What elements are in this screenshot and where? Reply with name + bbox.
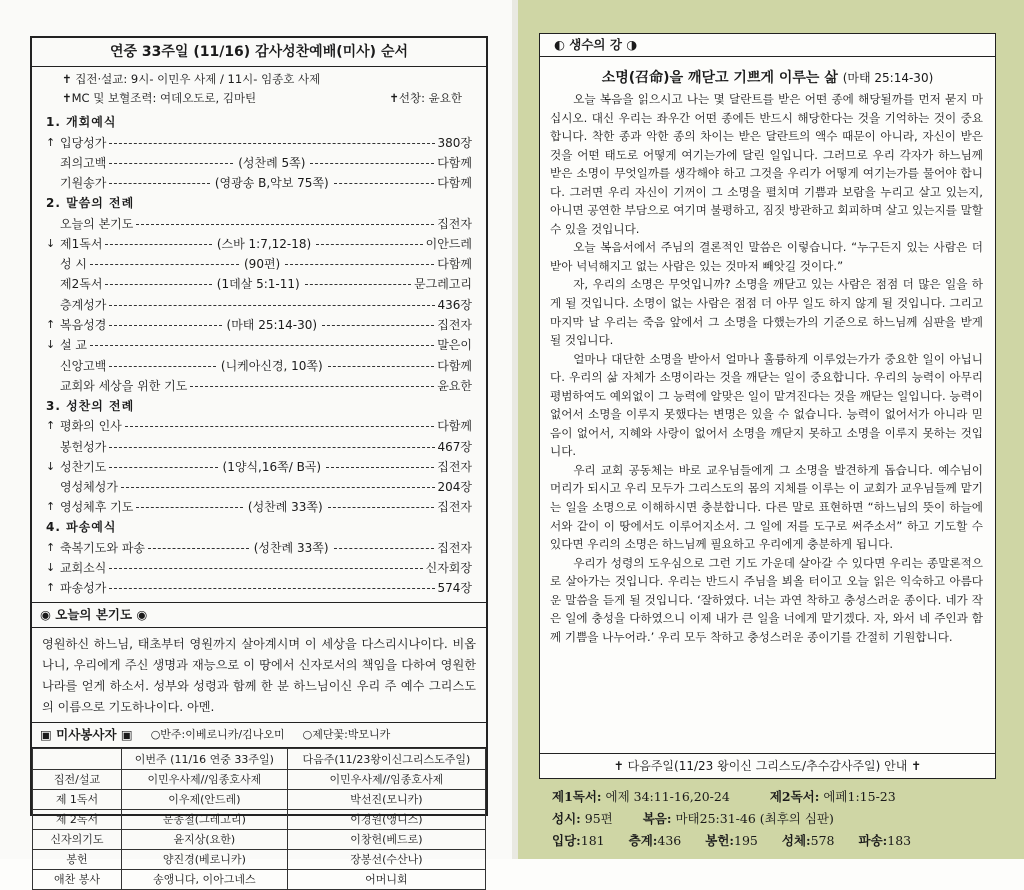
next-reading1: 제1독서: 에제 34:11-16,20-24: [552, 789, 730, 804]
leader-dots: [316, 244, 422, 245]
leader-dots: [109, 183, 209, 184]
item-name: 성찬기도: [60, 459, 107, 474]
sermon-paragraph: 자, 우리의 소명은 무엇입니까? 소명을 깨닫고 있는 사람은 점점 더 많은 일을 하게 될 것입니다. 소명이 없는 사람은 점점 더 아무 일도 하지 않게 될 것입니다. 그리고 마지막 날 우리는 죽음 앞에서 그 소명을 다했는가의 기준으로 하느님께 심판을 받게 될 것입니다.: [550, 277, 983, 348]
order-item: [46, 476, 472, 496]
this-week-header: 이번주 (11/16 연중 33주일): [122, 748, 288, 769]
cantor-line: ✝선창: 윤요한: [389, 91, 462, 105]
role-cell: 애찬 봉사: [33, 869, 122, 889]
item-responsible: 380장: [437, 135, 472, 150]
next-reading2: 제2독서: 에페1:15-23: [769, 789, 896, 804]
sermon-body: [540, 90, 995, 646]
leader-dots: [136, 224, 434, 225]
sermon-paragraph: 얼마나 대단한 소명을 받아서 얼마나 훌륭하게 이루었는가가 중요한 일이 아닙니다. 우리의 삶 자체가 소명이라는 것을 깨닫는 일이 중요합니다. 우리의 능력이 아무리 평범하여도 예외없이 그 능력에 알맞은 일이 맡겨진다는 것을 깨닫는 일입니다. 능력이 없어서 소명을 이루지 못했다는 변명은 있을 수 없습니다. 능력이 없어서가 아니라 믿음이 없어서, 지혜와 사랑이 없어서 소명을 깨닫지 못하고 소명을 이루지 못하는 것입니다.: [550, 351, 983, 459]
order-section-heading: 2. 말씀의 전례: [46, 195, 135, 210]
next-week-cell: 이민우사제//임종호사제: [287, 769, 485, 789]
item-responsible: 467장: [437, 439, 472, 454]
leader-dots: [109, 366, 216, 367]
leader-dots: [121, 487, 435, 488]
order-item: [46, 335, 472, 355]
collect-text: 영원하신 하느님, 태초부터 영원까지 살아계시며 이 세상을 다스리시나이다. 비옵나니, 우리에게 주신 생명과 재능으로 이 땅에서 신자로서의 책임을 다하여 영원한 나라를 얻게 하소서. 성부와 성령과 함께 한 분 하느님이신 우리 주 예수 그리스도의 이름으로 기도하나이다. 아멘.: [42, 636, 476, 714]
collect-heading: ◉ 오늘의 본기도 ◉: [32, 602, 486, 628]
order-section-heading: 1. 개회예식: [46, 115, 117, 129]
leader-dots: [109, 143, 434, 144]
next-week-cell: 박선진(모니카): [287, 789, 485, 809]
item-reference: (니케아신경, 10쪽): [220, 358, 323, 373]
altar-flowers-info: ○제단꽃:박모니카: [302, 727, 391, 741]
order-of-service: [32, 108, 486, 598]
item-responsible: 204장: [437, 480, 472, 495]
item-responsible: 다함께: [437, 155, 472, 170]
item-name: 설 교: [60, 338, 87, 353]
role-cell: 제 2독서: [33, 809, 122, 829]
servers-table-body: [33, 769, 486, 889]
item-reference: (1데살 5:1-11): [216, 277, 300, 292]
next-gospel: 복음: 마태25:31-46 (최후의 심판): [642, 811, 834, 826]
servers-heading: [32, 722, 486, 748]
posture-mark: ↑: [46, 540, 56, 554]
order-section-heading: 3. 성찬의 전례: [46, 398, 135, 413]
leader-dots: [305, 284, 411, 285]
item-name: 축복기도와 파송: [60, 540, 145, 555]
order-item: [46, 294, 472, 314]
leader-dots: [326, 467, 434, 468]
item-reference: (마태 25:14-30): [226, 318, 318, 333]
servers-table-header: [33, 748, 486, 769]
item-name: 성 시: [60, 257, 87, 272]
item-name: 파송성가: [60, 581, 107, 596]
item-name: 오늘의 본기도: [60, 216, 134, 231]
sermon-paragraph: 오늘 복음서에서 주님의 결론적인 말씀은 이렇습니다. “누구든지 있는 사람은 더 받아 넉넉해지고 없는 사람은 있는 것마저 빼앗길 것이다.”: [550, 240, 983, 273]
table-row: [33, 849, 486, 869]
order-item: [46, 233, 472, 253]
next-psalm: 성시: 95편: [552, 811, 613, 826]
posture-mark: ↓: [46, 338, 56, 352]
item-name: 평화의 인사: [60, 419, 122, 434]
item-responsible: 다함께: [437, 176, 472, 191]
item-name: 층계성가: [60, 297, 107, 312]
sermon-reference: (마태 25:14-30): [842, 71, 934, 85]
leader-dots: [334, 548, 435, 549]
item-responsible: 신자회장: [425, 560, 472, 575]
this-week-cell: 이우제(안드레): [122, 789, 288, 809]
item-name: 교회소식: [60, 560, 107, 575]
table-row: [33, 869, 486, 889]
this-week-cell: 송앵니다, 이아그네스: [122, 869, 288, 889]
leader-dots: [136, 507, 243, 508]
item-reference: (90편): [244, 257, 281, 272]
item-responsible: 집전자: [437, 540, 472, 555]
meditation-heading: ◐ 생수의 강 ◑: [540, 34, 995, 57]
item-responsible: 윤요한: [437, 378, 472, 393]
table-row: [33, 769, 486, 789]
table-row: [33, 809, 486, 829]
leader-dots: [109, 325, 221, 326]
this-week-cell: 윤지상(요한): [122, 829, 288, 849]
order-item: [46, 456, 472, 476]
item-name: 신앙고백: [60, 358, 107, 373]
item-reference: (성찬례 33쪽): [253, 540, 329, 555]
leader-dots: [90, 264, 239, 265]
next-week-info: [552, 786, 992, 852]
item-responsible: 다함께: [437, 419, 472, 434]
order-item: [46, 557, 472, 577]
sermon-paragraph: 우리 교회 공동체는 바로 교우님들에게 그 소명을 발견하게 돕습니다. 예수님이 머리가 되시고 우리 모두가 그리스도의 몸의 지체를 이루는 이 교회가 교우님들께 맡기는 일을 소명으로 이해하시면 충분합니다. 다른 말로 표현하면 “하느님의 뜻이 하늘에서와 같이 이 땅에서도 이루어지소서. 그 일에 저를 도구로 써주소서” 하고 기도할 수 있다면 우리의 소명은 하느님께 필요하고 우리에게 충분하게 됩니다.: [550, 462, 983, 552]
order-item: [46, 152, 472, 172]
table-row: [33, 829, 486, 849]
order-item: [46, 578, 472, 598]
order-item: [46, 436, 472, 456]
next-week-cell: 장봉선(수산나): [287, 849, 485, 869]
servers-title: ▣ 미사봉사자 ▣: [40, 726, 133, 742]
item-responsible: 집전자: [437, 216, 472, 231]
next-week-header: 다음주(11/23왕이신그리스도주일): [287, 748, 485, 769]
leader-dots: [109, 163, 233, 164]
item-responsible: 다함께: [437, 358, 472, 373]
next-week-cell: 어머니회: [287, 869, 485, 889]
servers-table: [32, 748, 486, 890]
this-week-cell: 이민우사제//임종호사제: [122, 769, 288, 789]
leader-dots: [310, 163, 434, 164]
item-reference: (성찬례 5쪽): [238, 155, 306, 170]
sermon-paragraph: 우리가 성령의 도우심으로 그런 기도 가운데 살아갈 수 있다면 우리는 종말론적으로 살아가는 것입니다. 우리는 반드시 주님을 뵈올 터이고 오늘 읽은 익숙하고 아름다운 말씀을 듣게 될 것입니다. ‘잘하였다. 너는 과연 착하고 충성스러운 종이다. 네가 작은 일에 충성을 다하였으니 이제 내가 큰 일을 너에게 맡기겠다. 자, 와서 네 주인과 함께 기쁨을 나누어라.’ 우리 모두 착하고 충성스러운 종이기를 간절히 기원합니다.: [550, 555, 983, 644]
service-order-frame: [30, 36, 488, 887]
leader-dots: [105, 244, 211, 245]
posture-mark: ↑: [46, 419, 56, 433]
leader-dots: [148, 548, 249, 549]
order-item: [46, 314, 472, 334]
item-responsible: 문그레고리: [414, 277, 472, 292]
item-responsible: 집전자: [437, 500, 472, 515]
item-responsible: 말은이: [437, 338, 472, 353]
order-item: [46, 416, 472, 436]
order-item: [46, 497, 472, 517]
role-cell: 집전/설교: [33, 769, 122, 789]
mc-line: ✝MC 및 보혈조력: 여데오도로, 김마틴: [62, 91, 257, 105]
leader-dots: [90, 345, 434, 346]
leader-dots: [109, 588, 434, 589]
leader-dots: [109, 447, 434, 448]
item-reference: (성찬례 33쪽): [247, 500, 323, 515]
leader-dots: [285, 264, 434, 265]
item-responsible: 다함께: [437, 257, 472, 272]
order-item: [46, 375, 472, 395]
this-week-cell: 양진경(베로니카): [122, 849, 288, 869]
next-gradual-hymn: 층계:436: [628, 833, 682, 848]
role-header: [33, 748, 122, 769]
table-row: [33, 789, 486, 809]
item-name: 입당성가: [60, 135, 107, 150]
celebrant-line: ✝ 집전·설교: 9시- 이민우 사제 / 11시- 임종호 사제: [62, 72, 321, 86]
sermon-paragraph: 오늘 복음을 읽으시고 나는 몇 달란트를 받은 어떤 종에 해당될까를 먼저 묻지 마십시오. 대신 우리는 좌우간 어떤 종에든 반드시 해당한다는 것을 기억하는 것이 중요합니다. 착한 종과 악한 종의 차이는 받은 달란트의 액수 때문이 아니라, 자신이 받은 것을 어떤 태도로 어떻게 여기는가에 달린 일입니다. 그러므로 우리 각자가 하느님께 받은 소명이 무엇일까를 생각해야 하고 그것을 우리가 어떻게 여기는가를 물어야 합니다. 그러면 우리 자신이 기꺼이 그 소명을 펼치며 기쁨과 보람을 누리고 살고 있는지, 아니면 공연한 부담으로 여기며 불평하고, 짐짓 방관하고 회피하며 살고 있는지를 말할 수 있을 것입니다.: [550, 92, 983, 236]
order-item: [46, 537, 472, 557]
order-section-heading: 4. 파송예식: [46, 520, 117, 535]
leader-dots: [334, 183, 434, 184]
order-item: [46, 132, 472, 152]
posture-mark: ↑: [46, 500, 56, 514]
item-name: 교회와 세상을 위한 기도: [60, 378, 188, 393]
meditation-frame: [539, 33, 996, 779]
item-name: 제1독서: [60, 236, 103, 251]
next-dismissal-hymn: 파송:183: [858, 833, 912, 848]
order-item: [46, 355, 472, 375]
posture-mark: ↓: [46, 560, 56, 574]
leader-dots: [328, 507, 435, 508]
item-name: 기원송가: [60, 176, 107, 191]
sermon-title: [540, 67, 995, 87]
item-name: 죄의고백: [60, 155, 107, 170]
posture-mark: ↓: [46, 236, 56, 250]
item-responsible: 집전자: [437, 318, 472, 333]
next-week-heading: ✝ 다음주일(11/23 왕이신 그리스도/추수감사주일) 안내 ✝: [540, 753, 995, 778]
item-name: 영성체후 기도: [60, 500, 134, 515]
leader-dots: [125, 426, 434, 427]
leader-dots: [109, 568, 422, 569]
posture-mark: ↓: [46, 459, 56, 473]
next-week-cell: 이경원(앵니스): [287, 809, 485, 829]
next-week-cell: 이창헌(베드로): [287, 829, 485, 849]
item-name: 복음성경: [60, 318, 107, 333]
sermon-title-text: 소명(召命)을 깨닫고 기쁘게 이루는 삶: [601, 70, 838, 86]
item-reference: (스바 1:7,12-18): [216, 236, 312, 251]
leader-dots: [109, 467, 217, 468]
item-reference: (1양식,16쪽/ B곡): [222, 459, 322, 474]
order-item: [46, 253, 472, 273]
role-cell: 제 1독서: [33, 789, 122, 809]
posture-mark: ↑: [46, 318, 56, 332]
item-name: 봉헌성가: [60, 439, 107, 454]
next-communion-hymn: 성체:578: [781, 833, 835, 848]
item-name: 제2독서: [60, 277, 103, 292]
item-responsible: 436장: [437, 297, 472, 312]
posture-mark: ↑: [46, 135, 56, 149]
accompanist-info: ○반주:이베로니카/김나오미: [150, 727, 285, 741]
role-cell: 신자의기도: [33, 829, 122, 849]
leader-dots: [109, 305, 434, 306]
role-cell: 봉헌: [33, 849, 122, 869]
item-reference: (영광송 B,악보 75쪽): [214, 176, 329, 191]
leader-dots: [328, 366, 435, 367]
item-responsible: 이안드레: [425, 236, 472, 251]
item-responsible: 집전자: [437, 459, 472, 474]
posture-mark: ↑: [46, 581, 56, 595]
service-title: 연중 33주일 (11/16) 감사성찬예배(미사) 순서: [32, 38, 486, 67]
leader-dots: [322, 325, 434, 326]
leader-dots: [105, 284, 211, 285]
next-entrance-hymn: 입당:181: [552, 833, 605, 848]
order-item: [46, 274, 472, 294]
this-week-cell: 문종철(그레고리): [122, 809, 288, 829]
next-offertory-hymn: 봉헌:195: [705, 833, 758, 848]
order-item: [46, 213, 472, 233]
leader-dots: [190, 386, 434, 387]
item-name: 영성체성가: [60, 480, 118, 495]
item-responsible: 574장: [437, 581, 472, 596]
service-leaders: [32, 67, 486, 108]
order-item: [46, 173, 472, 193]
